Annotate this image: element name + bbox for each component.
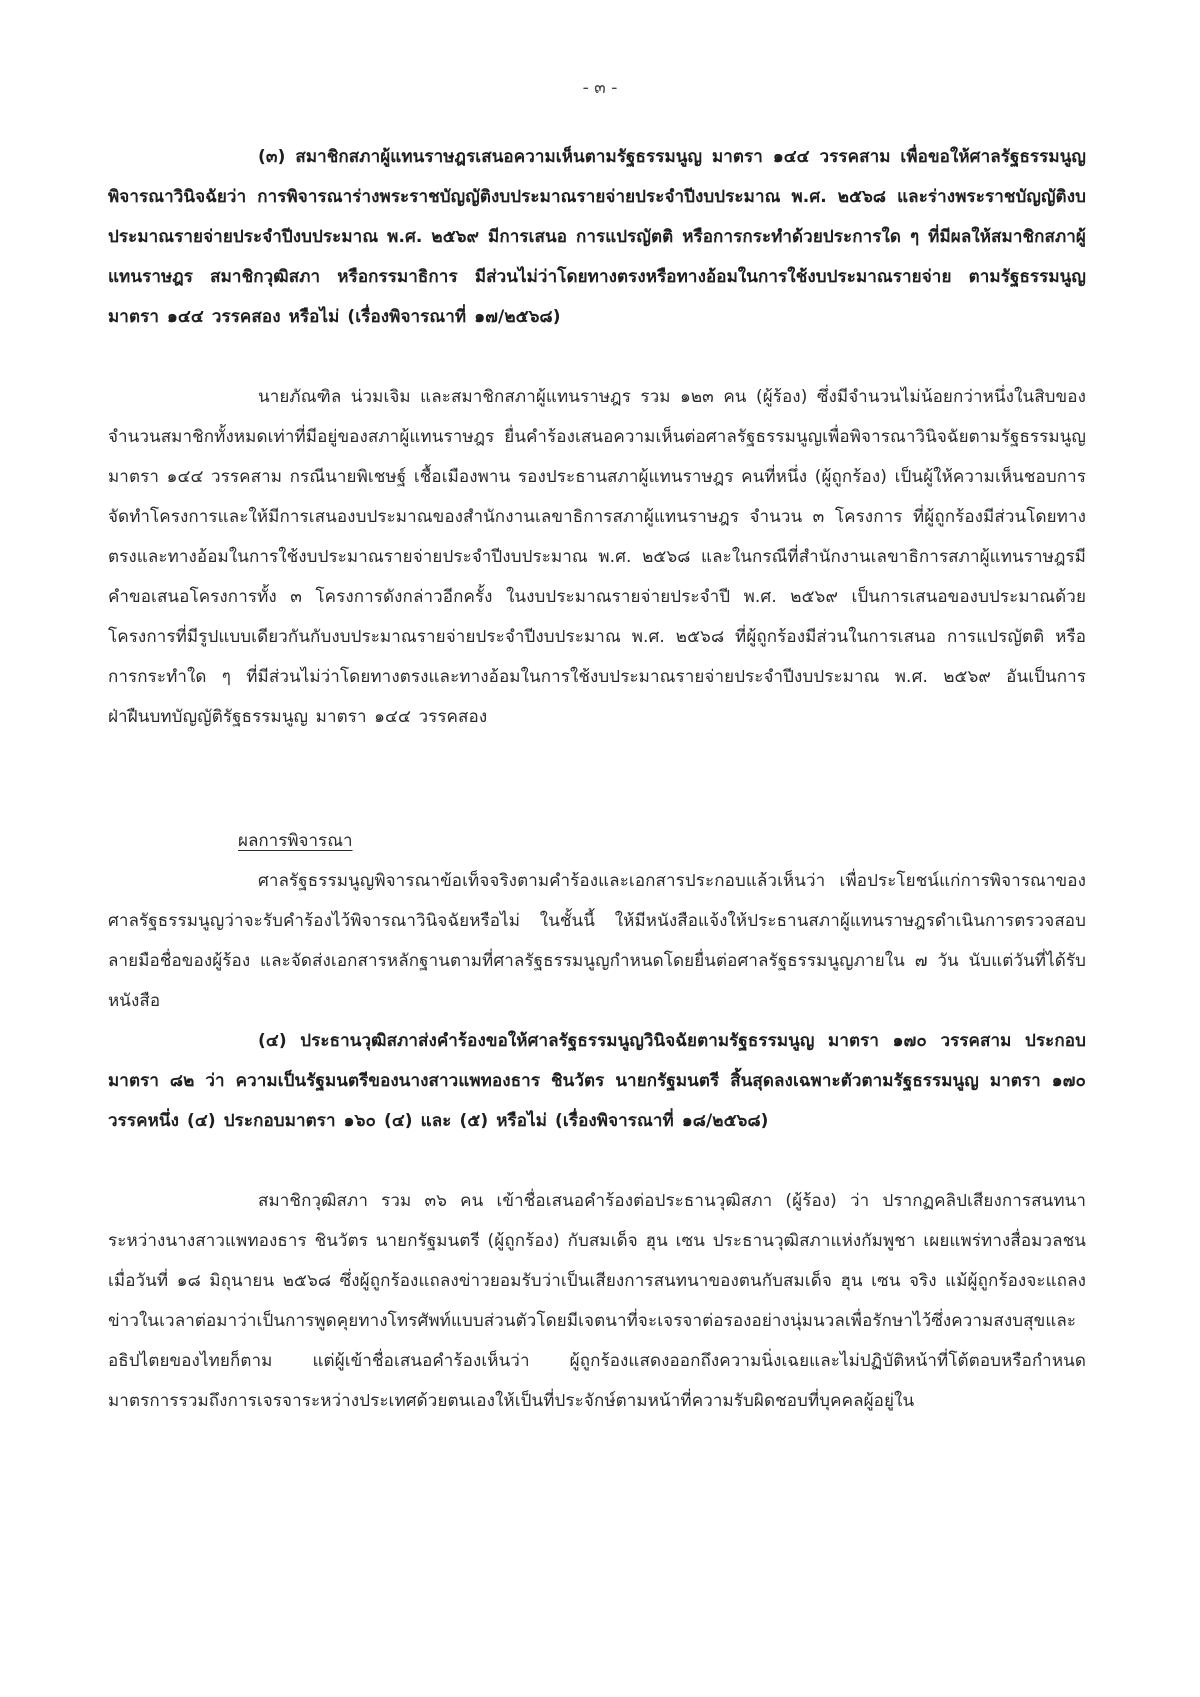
item-3-result-heading-block (108, 821, 1086, 861)
item-3-heading-block (108, 137, 1086, 337)
page-number: - ๓ - (582, 78, 618, 98)
item-3-result-heading: ผลการพิจารณา (238, 831, 353, 851)
item-4-body: สมาชิกวุฒิสภา รวม ๓๖ คน เข้าชื่อเสนอคำร้องต่อประธานวุฒิสภา (ผู้ร้อง) ว่า ปรากฏคลิปเสียงการสนทนาระหว่างนางสาวแพทองธาร ชินวัตร นายกรัฐมนตรี (ผู้ถูกร้อง) กับสมเด็จ ฮุน เซน ประธานวุฒิสภาแห่งกัมพูชา เผยแพร่ทางสื่อมวลชนเมื่อวันที่ ๑๘ มิถุนายน ๒๕๖๘ ซึ่งผู้ถูกร้องแถลงข่าวยอมรับว่าเป็นเสียงการสนทนาของตนกับสมเด็จ ฮุน เซน จริง แม้ผู้ถูกร้องจะแถลงข่าวในเวลาต่อมาว่าเป็นการพูดคุยทางโทรศัพท์แบบส่วนตัวโดยมีเจตนาที่จะเจรจาต่อรองอย่างนุ่มนวลเพื่อรักษาไว้ซึ่งความสงบสุขและอธิปไตยของไทยก็ตาม แต่ผู้เข้าชื่อเสนอคำร้องเห็นว่า ผู้ถูกร้องแสดงออกถึงความนิ่งเฉยและไม่ปฏิบัติหน้าที่โต้ตอบหรือกำหนดมาตรการรวมถึงการเจรจาระหว่างประเทศด้วยตนเองให้เป็นที่ประจักษ์ตามหน้าที่ความรับผิดชอบที่บุคคลผู้อยู่ใน (108, 1191, 1086, 1411)
item-3-result-body: ศาลรัฐธรรมนูญพิจารณาข้อเท็จจริงตามคำร้องและเอกสารประกอบแล้วเห็นว่า เพื่อประโยชน์แก่การพิจารณาของศาลรัฐธรรมนูญว่าจะรับคำร้องไว้พิจารณาวินิจฉัยหรือไม่ ในชั้นนี้ ให้มีหนังสือแจ้งให้ประธานสภาผู้แทนราษฎรดำเนินการตรวจสอบลายมือชื่อของผู้ร้อง และจัดส่งเอกสารหลักฐานตามที่ศาลรัฐธรรมนูญกำหนดโดยยื่นต่อศาลรัฐธรรมนูญภายใน ๗ วัน นับแต่วันที่ได้รับหนังสือ (108, 871, 1086, 1011)
item-4-body-block (108, 1181, 1086, 1421)
item-4-heading-block (108, 1021, 1086, 1141)
item-4-heading: (๔) ประธานวุฒิสภาส่งคำร้องขอให้ศาลรัฐธรรมนูญวินิจฉัยตามรัฐธรรมนูญ มาตรา ๑๗๐ วรรคสาม ประกอบมาตรา ๘๒ ว่า ความเป็นรัฐมนตรีของนางสาวแพทองธาร ชินวัตร นายกรัฐมนตรี สิ้นสุดลงเฉพาะตัวตามรัฐธรรมนูญ มาตรา ๑๗๐ วรรคหนึ่ง (๔) ประกอบมาตรา ๑๖๐ (๔) และ (๕) หรือไม่ (เรื่องพิจารณาที่ ๑๘/๒๕๖๘) (108, 1031, 1086, 1131)
item-3-result-body-block (108, 861, 1086, 1021)
item-3-body-block (108, 377, 1086, 737)
item-3-heading: (๓) สมาชิกสภาผู้แทนราษฎรเสนอความเห็นตามรัฐธรรมนูญ มาตรา ๑๔๔ วรรคสาม เพื่อขอให้ศาลรัฐธรรมนูญพิจารณาวินิจฉัยว่า การพิจารณาร่างพระราชบัญญัติงบประมาณรายจ่ายประจำปีงบประมาณ พ.ศ. ๒๕๖๘ และร่างพระราชบัญญัติงบประมาณรายจ่ายประจำปีงบประมาณ พ.ศ. ๒๕๖๙ มีการเสนอ การแปรญัตติ หรือการกระทำด้วยประการใด ๆ ที่มีผลให้สมาชิกสภาผู้แทนราษฎร สมาชิกวุฒิสภา หรือกรรมาธิการ มีส่วนไม่ว่าโดยทางตรงหรือทางอ้อมในการใช้งบประมาณรายจ่าย ตามรัฐธรรมนูญ มาตรา ๑๔๔ วรรคสอง หรือไม่ (เรื่องพิจารณาที่ ๑๗/๒๕๖๘) (108, 147, 1086, 327)
item-3-body: นายภัณฑิล น่วมเจิม และสมาชิกสภาผู้แทนราษฎร รวม ๑๒๓ คน (ผู้ร้อง) ซึ่งมีจำนวนไม่น้อยกว่าหนึ่งในสิบของจำนวนสมาชิกทั้งหมดเท่าที่มีอยู่ของสภาผู้แทนราษฎร ยื่นคำร้องเสนอความเห็นต่อศาลรัฐธรรมนูญเพื่อพิจารณาวินิจฉัยตามรัฐธรรมนูญ มาตรา ๑๔๔ วรรคสาม กรณีนายพิเชษฐ์ เชื้อเมืองพาน รองประธานสภาผู้แทนราษฎร คนที่หนึ่ง (ผู้ถูกร้อง) เป็นผู้ให้ความเห็นชอบการจัดทำโครงการและให้มีการเสนองบประมาณของสำนักงานเลขาธิการสภาผู้แทนราษฎร จำนวน ๓ โครงการ ที่ผู้ถูกร้องมีส่วนโดยทางตรงและทางอ้อมในการใช้งบประมาณรายจ่ายประจำปีงบประมาณ พ.ศ. ๒๕๖๘ และในกรณีที่สำนักงานเลขาธิการสภาผู้แทนราษฎรมีคำขอเสนอโครงการทั้ง ๓ โครงการดังกล่าวอีกครั้ง ในงบประมาณรายจ่ายประจำปี พ.ศ. ๒๕๖๙ เป็นการเสนอของบประมาณด้วยโครงการที่มีรูปแบบเดียวกันกับงบประมาณรายจ่ายประจำปีงบประมาณ พ.ศ. ๒๕๖๘ ที่ผู้ถูกร้องมีส่วนในการเสนอ การแปรญัตติ หรือการกระทำใด ๆ ที่มีส่วนไม่ว่าโดยทางตรงและทางอ้อมในการใช้งบประมาณรายจ่ายประจำปีงบประมาณ พ.ศ. ๒๕๖๙ อันเป็นการฝ่าฝืนบทบัญญัติรัฐธรรมนูญ มาตรา ๑๔๔ วรรคสอง (108, 387, 1086, 727)
